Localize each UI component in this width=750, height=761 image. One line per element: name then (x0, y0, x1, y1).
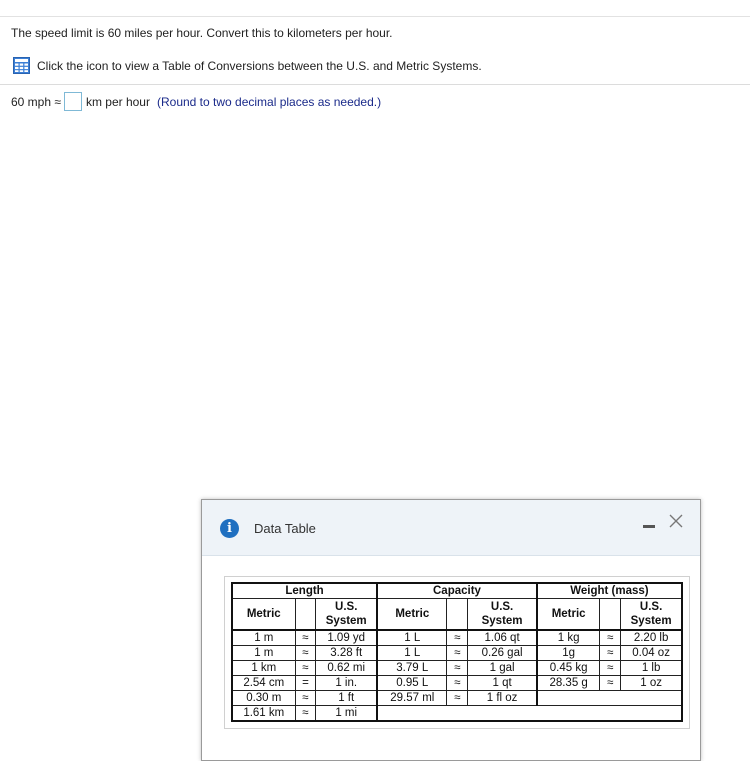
conversion-table (231, 582, 683, 722)
length-metric: 1 km (232, 661, 295, 676)
group-header-length: Length (232, 583, 377, 599)
minimize-button[interactable] (643, 525, 655, 528)
col-header-us: U.S. System (468, 599, 537, 631)
table-row (232, 646, 682, 661)
capacity-metric: 1 L (377, 630, 447, 646)
table-row (232, 661, 682, 676)
table-link-text: Click the icon to view a Table of Conversions between the U.S. and Metric Systems. (37, 58, 482, 73)
dialog-title: Data Table (254, 521, 316, 536)
col-header-op (600, 599, 621, 631)
question-text: The speed limit is 60 miles per hour. Convert this to kilometers per hour. (11, 26, 393, 40)
table-row (232, 630, 682, 646)
col-header-op (447, 599, 468, 631)
length-us: 3.28 ft (316, 646, 377, 661)
capacity-op: ≈ (447, 676, 468, 691)
capacity-op: ≈ (447, 630, 468, 646)
dialog-body (224, 576, 690, 729)
capacity-us: 1.06 qt (468, 630, 537, 646)
capacity-weight-empty (377, 706, 682, 722)
length-us: 1 in. (316, 676, 377, 691)
capacity-us: 1 fl oz (468, 691, 537, 706)
weight-op: ≈ (600, 676, 621, 691)
length-op: ≈ (295, 630, 316, 646)
length-us: 1 ft (316, 691, 377, 706)
capacity-op: ≈ (447, 646, 468, 661)
dialog-header (202, 500, 700, 556)
table-row (232, 691, 682, 706)
col-header-us: U.S. System (316, 599, 377, 631)
answer-input[interactable] (64, 92, 82, 111)
capacity-metric: 1 L (377, 646, 447, 661)
capacity-metric: 29.57 ml (377, 691, 447, 706)
col-header-metric: Metric (232, 599, 295, 631)
rounding-hint: (Round to two decimal places as needed.) (156, 94, 382, 109)
answer-suffix: km per hour (85, 94, 150, 109)
weight-empty (537, 691, 682, 706)
weight-metric: 1 kg (537, 630, 600, 646)
top-divider (0, 16, 750, 17)
length-us: 1 mi (316, 706, 377, 722)
weight-us: 1 lb (621, 661, 682, 676)
capacity-us: 1 gal (468, 661, 537, 676)
weight-op: ≈ (600, 630, 621, 646)
capacity-us: 1 qt (468, 676, 537, 691)
table-row (232, 706, 682, 722)
section-divider (0, 84, 750, 85)
length-metric: 1 m (232, 646, 295, 661)
length-metric: 1 m (232, 630, 295, 646)
weight-metric: 0.45 kg (537, 661, 600, 676)
group-header-capacity: Capacity (377, 583, 537, 599)
length-metric: 2.54 cm (232, 676, 295, 691)
length-us: 0.62 mi (316, 661, 377, 676)
capacity-op: ≈ (447, 661, 468, 676)
length-op: ≈ (295, 691, 316, 706)
weight-us: 1 oz (621, 676, 682, 691)
capacity-op: ≈ (447, 691, 468, 706)
weight-op: ≈ (600, 661, 621, 676)
length-metric: 0.30 m (232, 691, 295, 706)
answer-row (11, 92, 381, 111)
col-header-op (295, 599, 316, 631)
close-icon (668, 513, 684, 529)
col-header-metric: Metric (377, 599, 447, 631)
weight-us: 2.20 lb (621, 630, 682, 646)
data-table-dialog (201, 499, 701, 761)
col-header-metric: Metric (537, 599, 600, 631)
answer-prefix: 60 mph ≈ (11, 94, 61, 109)
capacity-metric: 3.79 L (377, 661, 447, 676)
length-op: ≈ (295, 646, 316, 661)
length-op: ≈ (295, 661, 316, 676)
weight-metric: 28.35 g (537, 676, 600, 691)
capacity-metric: 0.95 L (377, 676, 447, 691)
group-header-weight: Weight (mass) (537, 583, 682, 599)
close-button[interactable] (668, 513, 684, 529)
table-row (232, 676, 682, 691)
capacity-us: 0.26 gal (468, 646, 537, 661)
col-header-us: U.S. System (621, 599, 682, 631)
weight-us: 0.04 oz (621, 646, 682, 661)
table-icon[interactable] (13, 57, 30, 74)
length-op: = (295, 676, 316, 691)
weight-metric: 1g (537, 646, 600, 661)
info-icon: i (220, 519, 239, 538)
conversion-table-link[interactable] (13, 57, 482, 74)
weight-op: ≈ (600, 646, 621, 661)
length-metric: 1.61 km (232, 706, 295, 722)
length-us: 1.09 yd (316, 630, 377, 646)
length-op: ≈ (295, 706, 316, 722)
